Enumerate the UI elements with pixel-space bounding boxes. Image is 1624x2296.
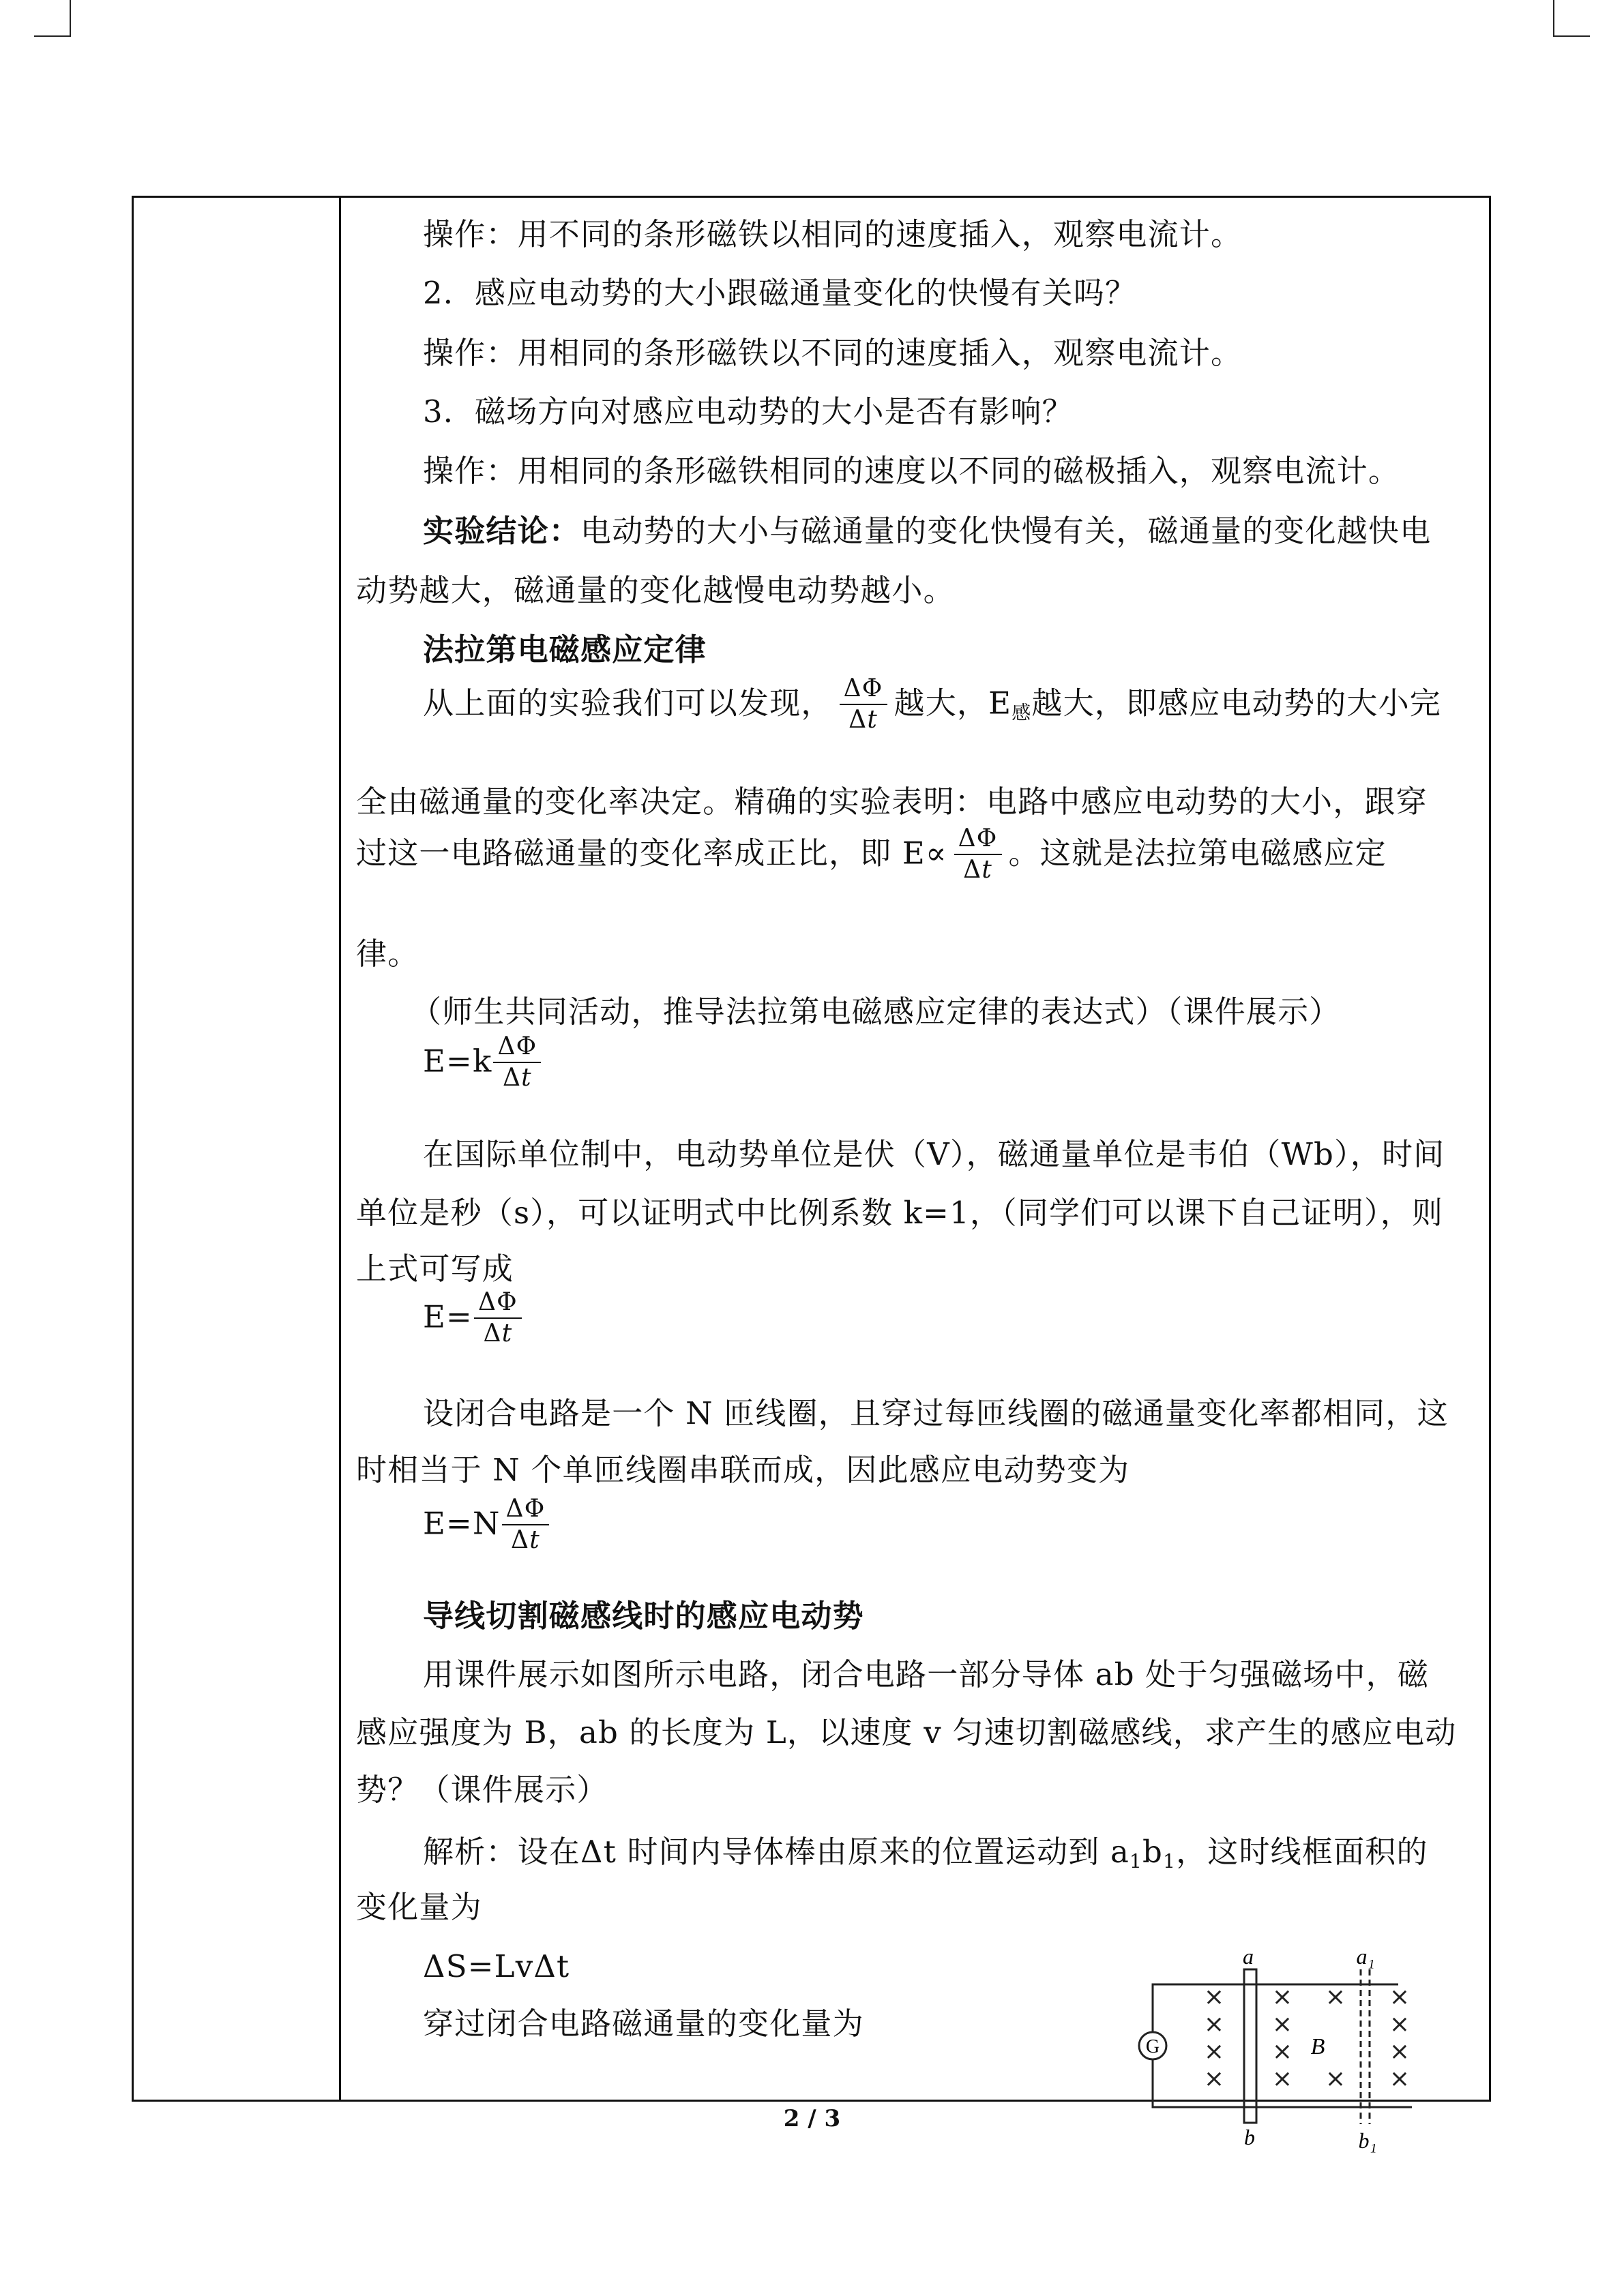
- fraction-numerator: ΔΦ: [840, 674, 887, 705]
- fraction-dphi-dt: [954, 824, 1002, 885]
- formula-e-n: [423, 1495, 556, 1557]
- fraction-numerator: ΔΦ: [493, 1032, 541, 1063]
- text-run: ，这时线框面积的: [1176, 1834, 1428, 1870]
- fraction-dphi-dt: [493, 1032, 541, 1093]
- paragraph: 全由磁通量的变化率决定。精确的实验表明：电路中感应电动势的大小，跟穿: [356, 784, 1428, 820]
- conductor-ab: [1244, 1969, 1256, 2123]
- field-cross: ×: [1203, 2038, 1225, 2066]
- label-B: B: [1310, 2034, 1325, 2059]
- paragraph: 动势越大，磁通量的变化越慢电动势越小。: [356, 572, 955, 608]
- field-cross: ×: [1389, 2065, 1411, 2093]
- delta-symbol: Δ: [848, 706, 868, 734]
- paragraph: 势？（课件展示）: [356, 1772, 608, 1808]
- text-run: b: [1142, 1834, 1164, 1870]
- paragraph: 变化量为: [356, 1889, 482, 1925]
- label-a: a: [1243, 1944, 1254, 1969]
- delta-symbol: Δ: [511, 1526, 530, 1554]
- field-cross: ×: [1203, 2065, 1225, 2093]
- field-cross: ×: [1271, 2038, 1293, 2066]
- paragraph: 操作：用不同的条形磁铁以相同的速度插入，观察电流计。: [423, 216, 1243, 252]
- subscript: 1: [1163, 1850, 1177, 1873]
- paragraph: 穿过闭合电路磁通量的变化量为: [423, 2006, 864, 2042]
- field-cross: ×: [1389, 1983, 1411, 2011]
- crop-mark-top-left: [34, 0, 71, 37]
- field-cross: ×: [1389, 2010, 1411, 2038]
- fraction-denominator: [840, 705, 887, 735]
- text-run: E=k: [423, 1043, 492, 1079]
- fraction-denominator: [502, 1525, 550, 1555]
- page-number: 2 / 3: [783, 2105, 841, 2132]
- paragraph: 上式可写成: [356, 1251, 514, 1287]
- section-heading: 导线切割磁感线时的感应电动势: [423, 1598, 864, 1634]
- time-variable: t: [521, 1064, 532, 1092]
- table-column-divider: [339, 196, 341, 2102]
- field-cross: ×: [1389, 2038, 1411, 2066]
- delta-symbol: Δ: [963, 856, 982, 884]
- fraction-numerator: ΔΦ: [474, 1287, 522, 1319]
- paragraph-proportional: [356, 825, 1387, 886]
- fraction-denominator: [954, 855, 1002, 885]
- paragraph-analysis: [423, 1836, 1428, 1871]
- fraction-denominator: [474, 1319, 522, 1349]
- text-run: 过这一电路磁通量的变化率成正比，即 E∝: [356, 835, 947, 871]
- text-run: E=: [423, 1298, 473, 1335]
- paragraph: 感应强度为 B，ab 的长度为 L，以速度 v 匀速切割磁感线，求产生的感应电动: [356, 1714, 1457, 1750]
- time-variable: t: [981, 856, 992, 884]
- subscript: 1: [1130, 1850, 1143, 1873]
- subscript: 感: [1012, 701, 1032, 724]
- paragraph: （师生共同活动，推导法拉第电磁感应定律的表达式）（课件展示）: [411, 994, 1341, 1030]
- paragraph: 2．感应电动势的大小跟磁通量变化的快慢有关吗？: [423, 275, 1137, 311]
- crop-mark-top-right: [1553, 0, 1590, 37]
- paragraph: 3．磁场方向对感应电动势的大小是否有影响？: [423, 393, 1074, 430]
- text-run: E=N: [423, 1505, 501, 1542]
- label-a1: a₁: [1356, 1944, 1375, 1969]
- text-run: 越大，E: [894, 685, 1012, 721]
- paragraph: 用课件展示如图所示电路，闭合电路一部分导体 ab 处于匀强磁场中，磁: [423, 1656, 1430, 1693]
- formula-e: [423, 1289, 529, 1350]
- galvanometer-label: G: [1145, 2036, 1160, 2057]
- text-run: 解析：设在Δt 时间内导体棒由原来的位置运动到 a: [423, 1834, 1130, 1870]
- paragraph: 操作：用相同的条形磁铁相同的速度以不同的磁极插入，观察电流计。: [423, 453, 1400, 489]
- fraction-numerator: ΔΦ: [954, 824, 1002, 855]
- conclusion-label: 实验结论：: [423, 513, 581, 549]
- field-cross: ×: [1271, 2065, 1293, 2093]
- paragraph: 时相当于 N 个单匝线圈串联而成，因此感应电动势变为: [356, 1452, 1130, 1488]
- paragraph: 在国际单位制中，电动势单位是伏（V），磁通量单位是韦伯（Wb），时间: [423, 1136, 1445, 1172]
- field-cross: ×: [1203, 1983, 1225, 2011]
- paragraph-faraday: [423, 675, 1441, 736]
- delta-symbol: Δ: [502, 1064, 522, 1092]
- section-heading: 法拉第电磁感应定律: [423, 631, 707, 668]
- fraction-dphi-dt: [840, 674, 887, 735]
- formula-e-k: [423, 1033, 548, 1094]
- time-variable: t: [529, 1526, 540, 1554]
- field-cross: ×: [1325, 2065, 1346, 2093]
- fraction-denominator: [493, 1063, 541, 1093]
- text-run: 电动势的大小与磁通量的变化快慢有关，磁通量的变化越快电: [580, 513, 1432, 549]
- paragraph: 律。: [356, 936, 419, 972]
- text-run: 从上面的实验我们可以发现，: [423, 685, 833, 721]
- field-cross: ×: [1271, 1983, 1293, 2011]
- label-b1: b₁: [1358, 2128, 1377, 2153]
- fraction-dphi-dt: [474, 1287, 522, 1349]
- fraction-dphi-dt: [502, 1494, 550, 1555]
- fraction-numerator: ΔΦ: [502, 1494, 550, 1525]
- paragraph-conclusion: [423, 513, 1432, 549]
- field-cross: ×: [1271, 2010, 1293, 2038]
- field-cross: ×: [1325, 1983, 1346, 2011]
- paragraph: 单位是秒（s），可以证明式中比例系数 k=1，（同学们可以课下自己证明），则: [356, 1195, 1444, 1231]
- time-variable: t: [501, 1320, 513, 1347]
- paragraph: 设闭合电路是一个 N 匝线圈，且穿过每匝线圈的磁通量变化率都相同，这: [423, 1395, 1449, 1431]
- formula-delta-s: ΔS=LvΔt: [423, 1948, 570, 1984]
- field-cross: ×: [1203, 2010, 1225, 2038]
- time-variable: t: [867, 706, 878, 734]
- magnetic-field-crosses: [1204, 1983, 1410, 2093]
- paragraph: 操作：用相同的条形磁铁以不同的速度插入，观察电流计。: [423, 335, 1243, 371]
- label-b: b: [1244, 2125, 1255, 2149]
- text-run: 。这就是法拉第电磁感应定: [1008, 835, 1387, 871]
- delta-symbol: Δ: [483, 1320, 502, 1347]
- text-run: 越大，即感应电动势的大小完: [1031, 685, 1441, 721]
